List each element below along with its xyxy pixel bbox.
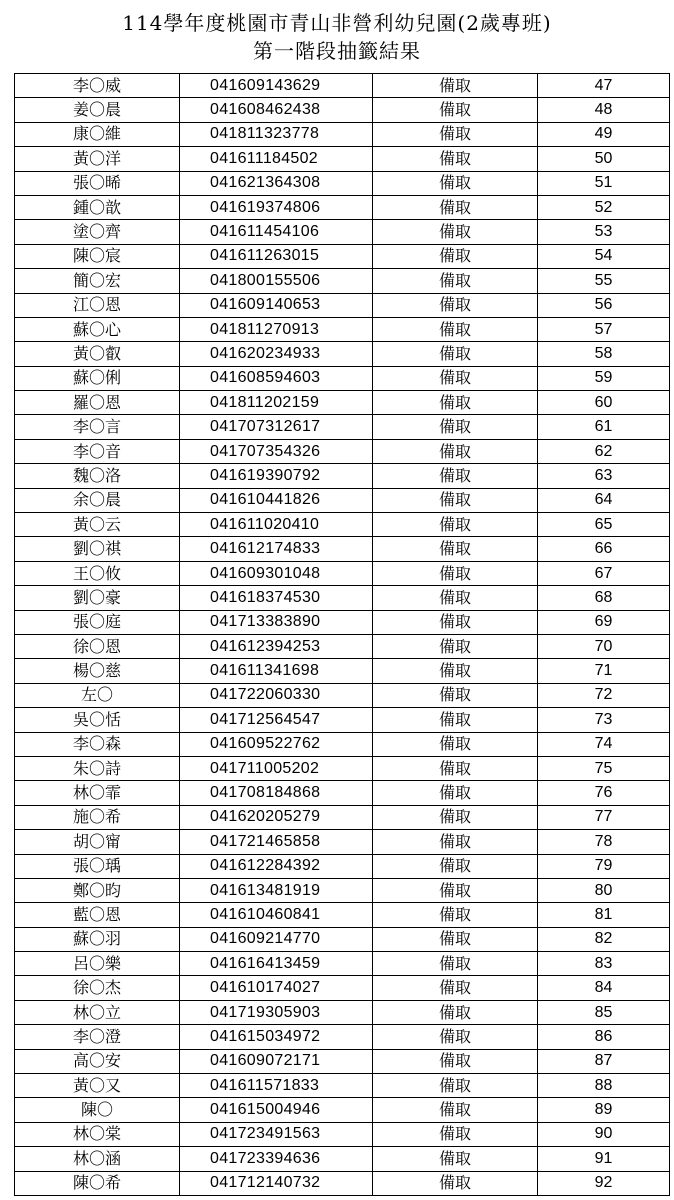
waitlist-number-cell: 72 <box>538 683 670 707</box>
table-row <box>15 537 670 561</box>
table-row <box>15 781 670 805</box>
waitlist-number-cell: 62 <box>538 439 670 463</box>
status-cell: 備取 <box>373 122 538 146</box>
status-cell: 備取 <box>373 147 538 171</box>
status-cell: 備取 <box>373 854 538 878</box>
applicant-name-cell: 簡〇宏 <box>15 269 180 293</box>
application-id-cell: 041723491563 <box>180 1122 373 1146</box>
status-cell: 備取 <box>373 244 538 268</box>
table-row <box>15 976 670 1000</box>
application-id-cell: 041707312617 <box>180 415 373 439</box>
applicant-name-cell: 康〇維 <box>15 122 180 146</box>
application-id-cell: 041609072171 <box>180 1049 373 1073</box>
application-id-cell: 041613481919 <box>180 878 373 902</box>
status-cell: 備取 <box>373 195 538 219</box>
status-cell: 備取 <box>373 927 538 951</box>
table-row <box>15 220 670 244</box>
waitlist-number-cell: 75 <box>538 756 670 780</box>
application-id-cell: 041619374806 <box>180 195 373 219</box>
table-row <box>15 952 670 976</box>
table-row <box>15 634 670 658</box>
application-id-cell: 041800155506 <box>180 269 373 293</box>
application-id-cell: 041611341698 <box>180 659 373 683</box>
application-id-cell: 041615034972 <box>180 1025 373 1049</box>
applicant-name-cell: 張〇瑀 <box>15 854 180 878</box>
status-cell: 備取 <box>373 634 538 658</box>
applicant-name-cell: 胡〇甯 <box>15 830 180 854</box>
applicant-name-cell: 朱〇詩 <box>15 756 180 780</box>
status-cell: 備取 <box>373 98 538 122</box>
table-row <box>15 1122 670 1146</box>
applicant-name-cell: 李〇澄 <box>15 1025 180 1049</box>
waitlist-number-cell: 51 <box>538 171 670 195</box>
waitlist-number-cell: 77 <box>538 805 670 829</box>
applicant-name-cell: 張〇晞 <box>15 171 180 195</box>
application-id-cell: 041707354326 <box>180 439 373 463</box>
application-id-cell: 041621364308 <box>180 171 373 195</box>
applicant-name-cell: 余〇晨 <box>15 488 180 512</box>
status-cell: 備取 <box>373 1171 538 1195</box>
results-table-body <box>15 74 670 1196</box>
waitlist-number-cell: 83 <box>538 952 670 976</box>
applicant-name-cell: 陳〇 <box>15 1098 180 1122</box>
status-cell: 備取 <box>373 488 538 512</box>
status-cell: 備取 <box>373 805 538 829</box>
status-cell: 備取 <box>373 659 538 683</box>
status-cell: 備取 <box>373 293 538 317</box>
application-id-cell: 041611571833 <box>180 1074 373 1098</box>
application-id-cell: 041612284392 <box>180 854 373 878</box>
table-row <box>15 269 670 293</box>
status-cell: 備取 <box>373 391 538 415</box>
results-table <box>14 73 670 1196</box>
application-id-cell: 041616413459 <box>180 952 373 976</box>
page-subtitle: 第一階段抽籤結果 <box>253 39 421 63</box>
waitlist-number-cell: 74 <box>538 732 670 756</box>
status-cell: 備取 <box>373 464 538 488</box>
table-row <box>15 439 670 463</box>
status-cell: 備取 <box>373 342 538 366</box>
applicant-name-cell: 陳〇希 <box>15 1171 180 1195</box>
applicant-name-cell: 黃〇洋 <box>15 147 180 171</box>
waitlist-number-cell: 54 <box>538 244 670 268</box>
waitlist-number-cell: 58 <box>538 342 670 366</box>
applicant-name-cell: 羅〇恩 <box>15 391 180 415</box>
status-cell: 備取 <box>373 708 538 732</box>
application-id-cell: 041719305903 <box>180 1000 373 1024</box>
application-id-cell: 041811270913 <box>180 317 373 341</box>
table-row <box>15 464 670 488</box>
status-cell: 備取 <box>373 756 538 780</box>
applicant-name-cell: 林〇霏 <box>15 781 180 805</box>
status-cell: 備取 <box>373 366 538 390</box>
applicant-name-cell: 黃〇云 <box>15 513 180 537</box>
waitlist-number-cell: 85 <box>538 1000 670 1024</box>
status-cell: 備取 <box>373 732 538 756</box>
waitlist-number-cell: 91 <box>538 1147 670 1171</box>
table-row <box>15 610 670 634</box>
table-row <box>15 903 670 927</box>
application-id-cell: 041615004946 <box>180 1098 373 1122</box>
application-id-cell: 041620234933 <box>180 342 373 366</box>
waitlist-number-cell: 84 <box>538 976 670 1000</box>
table-row <box>15 1147 670 1171</box>
application-id-cell: 041612174833 <box>180 537 373 561</box>
waitlist-number-cell: 60 <box>538 391 670 415</box>
applicant-name-cell: 蘇〇俐 <box>15 366 180 390</box>
waitlist-number-cell: 89 <box>538 1098 670 1122</box>
waitlist-number-cell: 49 <box>538 122 670 146</box>
waitlist-number-cell: 66 <box>538 537 670 561</box>
application-id-cell: 041610441826 <box>180 488 373 512</box>
table-row <box>15 683 670 707</box>
applicant-name-cell: 林〇立 <box>15 1000 180 1024</box>
table-row <box>15 561 670 585</box>
application-id-cell: 041620205279 <box>180 805 373 829</box>
table-row <box>15 659 670 683</box>
status-cell: 備取 <box>373 586 538 610</box>
waitlist-number-cell: 81 <box>538 903 670 927</box>
application-id-cell: 041811323778 <box>180 122 373 146</box>
table-row <box>15 122 670 146</box>
application-id-cell: 041609140653 <box>180 293 373 317</box>
table-row <box>15 171 670 195</box>
application-id-cell: 041611184502 <box>180 147 373 171</box>
applicant-name-cell: 李〇森 <box>15 732 180 756</box>
applicant-name-cell: 陳〇宸 <box>15 244 180 268</box>
applicant-name-cell: 呂〇樂 <box>15 952 180 976</box>
status-cell: 備取 <box>373 1000 538 1024</box>
waitlist-number-cell: 88 <box>538 1074 670 1098</box>
status-cell: 備取 <box>373 439 538 463</box>
table-row <box>15 74 670 98</box>
table-row <box>15 1171 670 1195</box>
table-row <box>15 366 670 390</box>
applicant-name-cell: 劉〇豪 <box>15 586 180 610</box>
table-row <box>15 708 670 732</box>
table-row <box>15 98 670 122</box>
status-cell: 備取 <box>373 1122 538 1146</box>
waitlist-number-cell: 52 <box>538 195 670 219</box>
application-id-cell: 041609301048 <box>180 561 373 585</box>
application-id-cell: 041722060330 <box>180 683 373 707</box>
waitlist-number-cell: 73 <box>538 708 670 732</box>
applicant-name-cell: 劉〇祺 <box>15 537 180 561</box>
applicant-name-cell: 吳〇恬 <box>15 708 180 732</box>
status-cell: 備取 <box>373 220 538 244</box>
waitlist-number-cell: 65 <box>538 513 670 537</box>
waitlist-number-cell: 76 <box>538 781 670 805</box>
application-id-cell: 041609143629 <box>180 74 373 98</box>
applicant-name-cell: 徐〇杰 <box>15 976 180 1000</box>
waitlist-number-cell: 68 <box>538 586 670 610</box>
application-id-cell: 041713383890 <box>180 610 373 634</box>
table-row <box>15 342 670 366</box>
applicant-name-cell: 高〇安 <box>15 1049 180 1073</box>
table-row <box>15 147 670 171</box>
waitlist-number-cell: 82 <box>538 927 670 951</box>
status-cell: 備取 <box>373 683 538 707</box>
waitlist-number-cell: 50 <box>538 147 670 171</box>
application-id-cell: 041708184868 <box>180 781 373 805</box>
waitlist-number-cell: 59 <box>538 366 670 390</box>
application-id-cell: 041723394636 <box>180 1147 373 1171</box>
status-cell: 備取 <box>373 513 538 537</box>
applicant-name-cell: 塗〇齊 <box>15 220 180 244</box>
applicant-name-cell: 鍾〇歆 <box>15 195 180 219</box>
applicant-name-cell: 蘇〇心 <box>15 317 180 341</box>
application-id-cell: 041609214770 <box>180 927 373 951</box>
table-row <box>15 1049 670 1073</box>
table-row <box>15 488 670 512</box>
application-id-cell: 041619390792 <box>180 464 373 488</box>
status-cell: 備取 <box>373 561 538 585</box>
application-id-cell: 041610460841 <box>180 903 373 927</box>
waitlist-number-cell: 80 <box>538 878 670 902</box>
table-row <box>15 927 670 951</box>
waitlist-number-cell: 61 <box>538 415 670 439</box>
waitlist-number-cell: 87 <box>538 1049 670 1073</box>
status-cell: 備取 <box>373 781 538 805</box>
applicant-name-cell: 林〇涵 <box>15 1147 180 1171</box>
status-cell: 備取 <box>373 1074 538 1098</box>
applicant-name-cell: 黃〇又 <box>15 1074 180 1098</box>
table-row <box>15 1000 670 1024</box>
waitlist-number-cell: 69 <box>538 610 670 634</box>
applicant-name-cell: 魏〇洛 <box>15 464 180 488</box>
status-cell: 備取 <box>373 269 538 293</box>
application-id-cell: 041712140732 <box>180 1171 373 1195</box>
applicant-name-cell: 李〇音 <box>15 439 180 463</box>
status-cell: 備取 <box>373 878 538 902</box>
waitlist-number-cell: 90 <box>538 1122 670 1146</box>
applicant-name-cell: 施〇希 <box>15 805 180 829</box>
applicant-name-cell: 江〇恩 <box>15 293 180 317</box>
status-cell: 備取 <box>373 1147 538 1171</box>
status-cell: 備取 <box>373 830 538 854</box>
status-cell: 備取 <box>373 171 538 195</box>
waitlist-number-cell: 57 <box>538 317 670 341</box>
applicant-name-cell: 李〇威 <box>15 74 180 98</box>
table-row <box>15 415 670 439</box>
waitlist-number-cell: 53 <box>538 220 670 244</box>
table-row <box>15 732 670 756</box>
application-id-cell: 041711005202 <box>180 756 373 780</box>
application-id-cell: 041608462438 <box>180 98 373 122</box>
status-cell: 備取 <box>373 317 538 341</box>
applicant-name-cell: 王〇攸 <box>15 561 180 585</box>
applicant-name-cell: 左〇 <box>15 683 180 707</box>
status-cell: 備取 <box>373 1049 538 1073</box>
status-cell: 備取 <box>373 537 538 561</box>
status-cell: 備取 <box>373 1025 538 1049</box>
applicant-name-cell: 李〇言 <box>15 415 180 439</box>
table-row <box>15 756 670 780</box>
status-cell: 備取 <box>373 976 538 1000</box>
waitlist-number-cell: 79 <box>538 854 670 878</box>
waitlist-number-cell: 67 <box>538 561 670 585</box>
status-cell: 備取 <box>373 415 538 439</box>
applicant-name-cell: 鄭〇昀 <box>15 878 180 902</box>
application-id-cell: 041618374530 <box>180 586 373 610</box>
waitlist-number-cell: 64 <box>538 488 670 512</box>
applicant-name-cell: 姜〇晨 <box>15 98 180 122</box>
table-row <box>15 830 670 854</box>
table-row <box>15 586 670 610</box>
applicant-name-cell: 張〇庭 <box>15 610 180 634</box>
table-row <box>15 317 670 341</box>
application-id-cell: 041611454106 <box>180 220 373 244</box>
waitlist-number-cell: 55 <box>538 269 670 293</box>
application-id-cell: 041610174027 <box>180 976 373 1000</box>
applicant-name-cell: 楊〇慈 <box>15 659 180 683</box>
status-cell: 備取 <box>373 610 538 634</box>
status-cell: 備取 <box>373 74 538 98</box>
waitlist-number-cell: 70 <box>538 634 670 658</box>
table-row <box>15 293 670 317</box>
table-row <box>15 391 670 415</box>
waitlist-number-cell: 47 <box>538 74 670 98</box>
status-cell: 備取 <box>373 903 538 927</box>
application-id-cell: 041712564547 <box>180 708 373 732</box>
applicant-name-cell: 黃〇叡 <box>15 342 180 366</box>
status-cell: 備取 <box>373 952 538 976</box>
application-id-cell: 041811202159 <box>180 391 373 415</box>
applicant-name-cell: 林〇棠 <box>15 1122 180 1146</box>
waitlist-number-cell: 78 <box>538 830 670 854</box>
table-row <box>15 195 670 219</box>
application-id-cell: 041612394253 <box>180 634 373 658</box>
table-row <box>15 244 670 268</box>
application-id-cell: 041721465858 <box>180 830 373 854</box>
table-row <box>15 878 670 902</box>
table-row <box>15 1074 670 1098</box>
application-id-cell: 041611263015 <box>180 244 373 268</box>
table-row <box>15 513 670 537</box>
applicant-name-cell: 蘇〇羽 <box>15 927 180 951</box>
waitlist-number-cell: 56 <box>538 293 670 317</box>
page-title: 114學年度桃園市青山非營利幼兒園(2歲專班) <box>122 11 552 35</box>
application-id-cell: 041611020410 <box>180 513 373 537</box>
waitlist-number-cell: 71 <box>538 659 670 683</box>
waitlist-number-cell: 48 <box>538 98 670 122</box>
waitlist-number-cell: 63 <box>538 464 670 488</box>
table-row <box>15 805 670 829</box>
status-cell: 備取 <box>373 1098 538 1122</box>
waitlist-number-cell: 92 <box>538 1171 670 1195</box>
table-row <box>15 854 670 878</box>
application-id-cell: 041609522762 <box>180 732 373 756</box>
waitlist-number-cell: 86 <box>538 1025 670 1049</box>
table-row <box>15 1098 670 1122</box>
applicant-name-cell: 藍〇恩 <box>15 903 180 927</box>
application-id-cell: 041608594603 <box>180 366 373 390</box>
table-row <box>15 1025 670 1049</box>
applicant-name-cell: 徐〇恩 <box>15 634 180 658</box>
